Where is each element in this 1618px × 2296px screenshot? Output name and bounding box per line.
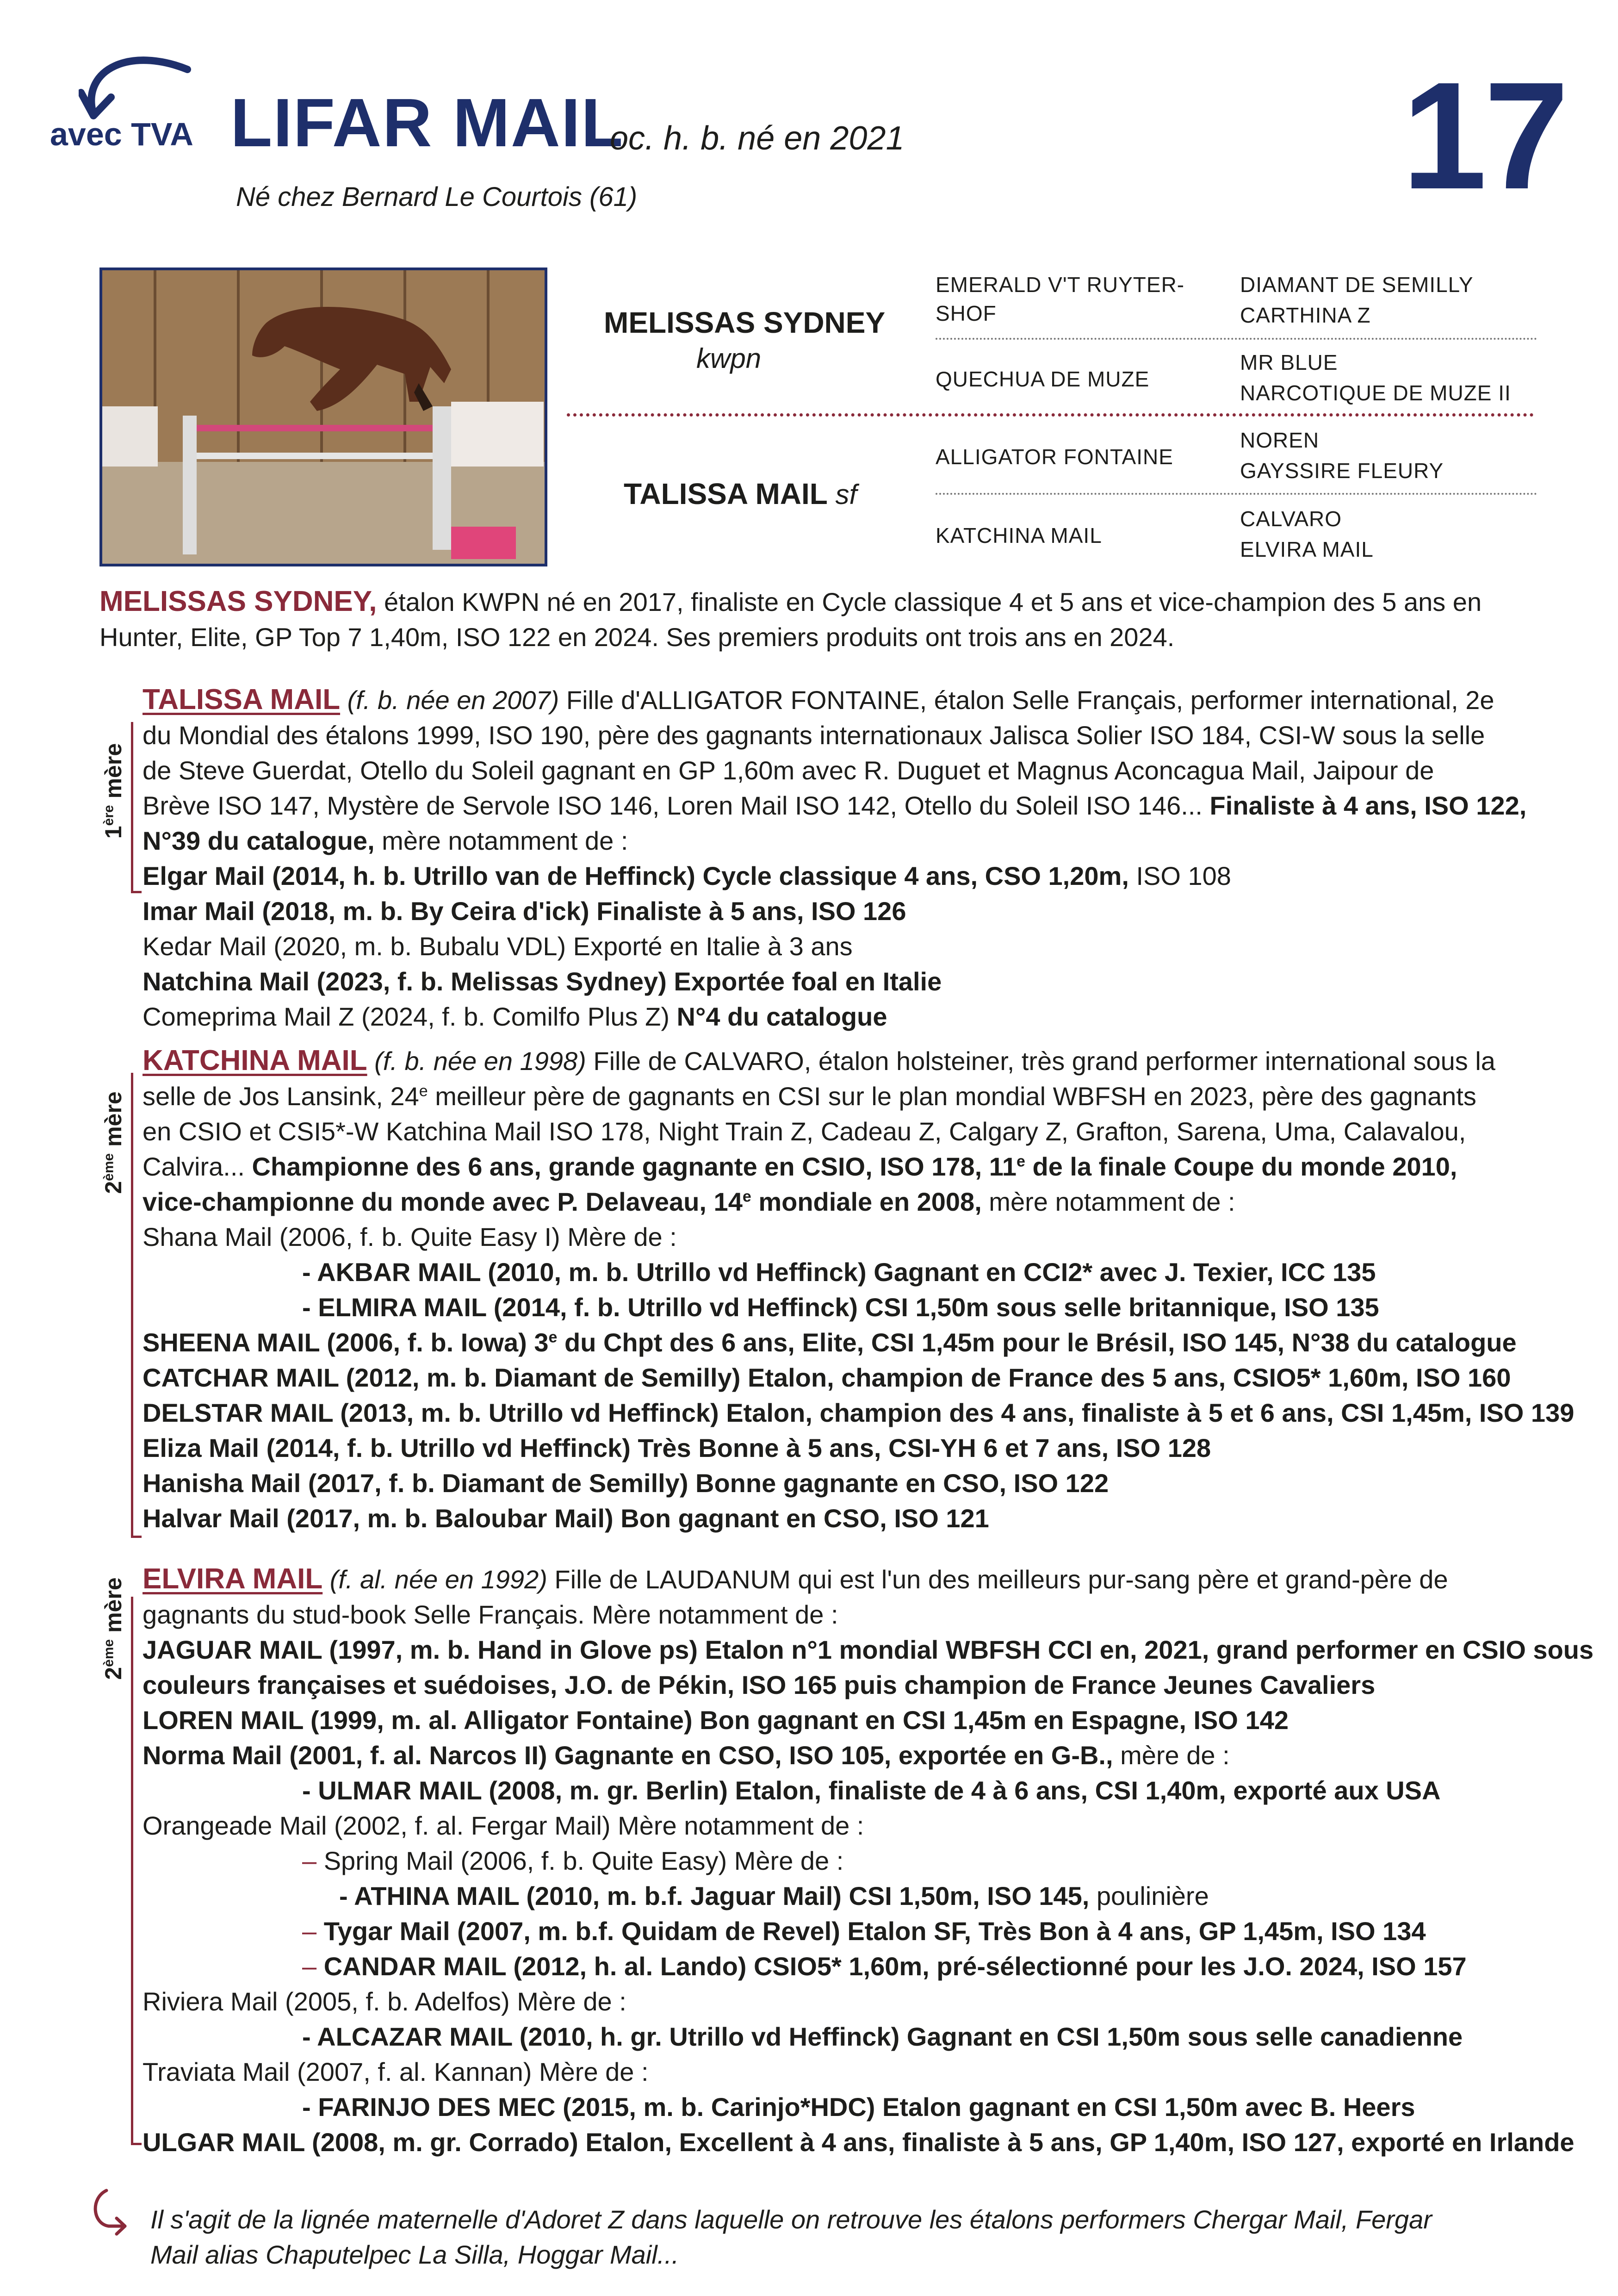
pedigree-ggp-8: ELVIRA MAIL [1240, 537, 1374, 561]
pedigree-dam-dam: KATCHINA MAIL [936, 523, 1102, 548]
tva-label: avec TVA [50, 116, 193, 152]
pedigree-sire-sire: EMERALD V'T RUYTER- [936, 273, 1185, 297]
third-dam-label: 2ème mère [100, 1577, 126, 1680]
pedigree-ggp-5: NOREN [1240, 428, 1320, 452]
pedigree-sire-sire-cont: SHOF [936, 301, 997, 325]
return-arrow-icon [88, 2187, 130, 2238]
first-dam-bracket [131, 722, 142, 893]
third-dam-section: ELVIRA MAIL (f. al. née en 1992) Fille de LAUDANUM qui est l'un des meilleurs pur-sang père et grand-père de gagnants du stud-book Selle Français. Mère notamment de : JAGUAR MAIL (1997, m. b. Hand in Glove ps) Etalon n°1 mondial WBFSH CCI en, 2021, grand performer en CSIO sous couleurs françaises et suédoises, J.O. de Pékin, ISO 165 puis champion de France Jeunes Cavaliers LOREN MAIL (1999, m. al. Alligator Fontaine) Bon gagnant en CSI 1,45m en Espagne, ISO 142 Norma Mail (2001, f. al. Narcos II) Gagnante en CSO, ISO 105, exportée en G-B., mère de : - ULMAR MAIL (2008, m. gr. Berlin) Etalon, finaliste de 4 à 6 ans, CSI 1,40m, exporté aux USA Orangeade Mail (2002, f. al. Fergar Mail) Mère notamment de : – Spring Mail (2006, f. b. Quite Easy) Mère de : - ATHINA MAIL (2010, m. b.f. Jaguar Mail) CSI 1,50m, ISO 145, poulinière – Tygar Mail (2007, m. b.f. Quidam de Revel) Etalon SF, Très Bon à 4 ans, GP 1,45m, ISO 134 – CANDAR MAIL (2012, h. al. Lando) CSIO5* 1,60m, pré-sélectionné pour les J.O. 2024, ISO 157 Riviera Mail (2005, f. b. Adelfos) Mère de : - ALCAZAR MAIL (2010, h. gr. Utrillo vd Heffinck) Gagnant en CSI 1,50m sous selle canadienne Traviata Mail (2007, f. al. Kannan) Mère de : - FARINJO DES MEC (2015, m. b. Carinjo*HDC) Etalon gagnant en CSI 1,50m avec B. Heers ULGAR MAIL (2008, m. gr. Corrado) Etalon, Excellent à 4 ans, finaliste à 5 ans, GP 1,40m, ISO 127, exporté en Irlande [143, 1563, 1594, 2157]
pedigree-divider [936, 338, 1537, 340]
third-dam-bracket [131, 1597, 142, 2145]
second-dam-bracket [131, 1073, 142, 1538]
horse-name: LIFAR MAIL [230, 85, 624, 161]
first-dam-label: 1ère mère [100, 743, 126, 839]
pedigree-dam: TALISSA MAIL sf [624, 477, 857, 510]
pedigree-divider [936, 493, 1537, 495]
pedigree-ggp-3: MR BLUE [1240, 350, 1338, 374]
pedigree-dam-sire: ALLIGATOR FONTAINE [936, 445, 1173, 469]
pedigree-sire-studbook: kwpn [696, 343, 762, 374]
horse-description: oc. h. b. né en 2021 [610, 120, 905, 157]
second-dam-name: KATCHINA MAIL [143, 1045, 367, 1076]
pedigree-ggp-1: DIAMANT DE SEMILLY [1240, 273, 1474, 297]
third-dam-name: ELVIRA MAIL [143, 1563, 323, 1595]
second-dam-section: KATCHINA MAIL (f. b. née en 1998) Fille de CALVARO, étalon holsteiner, très grand performer international sous la selle de Jos Lansink, 24e meilleur père de gagnants en CSI sur le plan mondial WBFSH en 2023, père des gagnants en CSIO et CSI5*-W Katchina Mail ISO 178, Night Train Z, Cadeau Z, Calgary Z, Grafton, Sarena, Uma, Calavalou, Calvira... Championne des 6 ans, grande gagnante en CSIO, ISO 178, 11e de la finale Coupe du monde 2010, vice-championne du monde avec P. Delaveau, 14e mondiale en 2008, mère notamment de : Shana Mail (2006, f. b. Quite Easy I) Mère de : - AKBAR MAIL (2010, m. b. Utrillo vd Heffinck) Gagnant en CCI2* avec J. Texier, ICC 135 - ELMIRA MAIL (2014, f. b. Utrillo vd Heffinck) CSI 1,50m sous selle britannique, ISO 135 SHEENA MAIL (2006, f. b. Iowa) 3e du Chpt des 6 ans, Elite, CSI 1,45m pour le Brésil, ISO 145, N°38 du catalogue CATCHAR MAIL (2012, m. b. Diamant de Semilly) Etalon, champion de France des 5 ans, CSIO5* 1,60m, ISO 160 DELSTAR MAIL (2013, m. b. Utrillo vd Heffinck) Etalon, champion des 4 ans, finaliste à 5 et 6 ans, CSI 1,45m, ISO 139 Eliza Mail (2014, f. b. Utrillo vd Heffinck) Très Bonne à 5 ans, CSI-YH 6 et 7 ans, ISO 128 Hanisha Mail (2017, f. b. Diamant de Semilly) Bonne gagnante en CSO, ISO 122 Halvar Mail (2017, m. b. Baloubar Mail) Bon gagnant en CSO, ISO 121 [143, 1045, 1575, 1533]
breeder: Né chez Bernard Le Courtois (61) [236, 182, 638, 212]
first-dam-name: TALISSA MAIL [143, 684, 341, 716]
pedigree-divider-main [567, 413, 1534, 417]
second-dam-label: 2ème mère [100, 1091, 126, 1194]
footnote: Il s'agit de la lignée maternelle d'Adoret Z dans laquelle on retrouve les étalons performers Chergar Mail, Fergar Mail alias Chaputelpec La Silla, Hoggar Mail... [150, 2205, 1432, 2269]
pedigree-sire-dam: QUECHUA DE MUZE [936, 367, 1150, 391]
pedigree-ggp-4: NARCOTIQUE DE MUZE II [1240, 381, 1511, 405]
first-dam-section: TALISSA MAIL (f. b. née en 2007) Fille d'ALLIGATOR FONTAINE, étalon Selle Français, performer international, 2e du Mondial des étalons 1999, ISO 190, père des gagnants internationaux Jalisca Solier ISO 184, CSI-W sous la selle de Steve Guerdat, Otello du Soleil gagnant en GP 1,60m avec R. Duguet et Magnus Aconcagua Mail, Jaipour de Brève ISO 147, Mystère de Servole ISO 146, Loren Mail ISO 142, Otello du Soleil ISO 146... Finaliste à 4 ans, ISO 122, N°39 du catalogue, mère notamment de : Elgar Mail (2014, h. b. Utrillo van de Heffinck) Cycle classique 4 ans, CSO 1,20m, ISO 108 Imar Mail (2018, m. b. By Ceira d'ick) Finaliste à 5 ans, ISO 126 Kedar Mail (2020, m. b. Bubalu VDL) Exporté en Italie à 3 ans Natchina Mail (2023, f. b. Melissas Sydney) Exportée foal en Italie Comeprima Mail Z (2024, f. b. Comilfo Plus Z) N°4 du catalogue [143, 684, 1527, 1031]
pedigree-sire: MELISSAS SYDNEY [604, 306, 886, 339]
pedigree-ggp-2: CARTHINA Z [1240, 303, 1371, 327]
pedigree-ggp-7: CALVARO [1240, 507, 1342, 531]
sire-description: MELISSAS SYDNEY, étalon KWPN né en 2017, finaliste en Cycle classique 4 et 5 ans et vice-champion des 5 ans en Hunter, Elite, GP Top 7 1,40m, ISO 122 en 2024. Ses premiers produits ont trois ans en 2024. [99, 585, 1482, 652]
sire-name: MELISSAS SYDNEY, [99, 585, 377, 617]
pedigree-ggp-6: GAYSSIRE FLEURY [1240, 459, 1444, 483]
lot-number: 17 [1402, 50, 1567, 221]
curved-arrow-icon [79, 42, 199, 120]
horse-jumping-photo [99, 268, 547, 566]
